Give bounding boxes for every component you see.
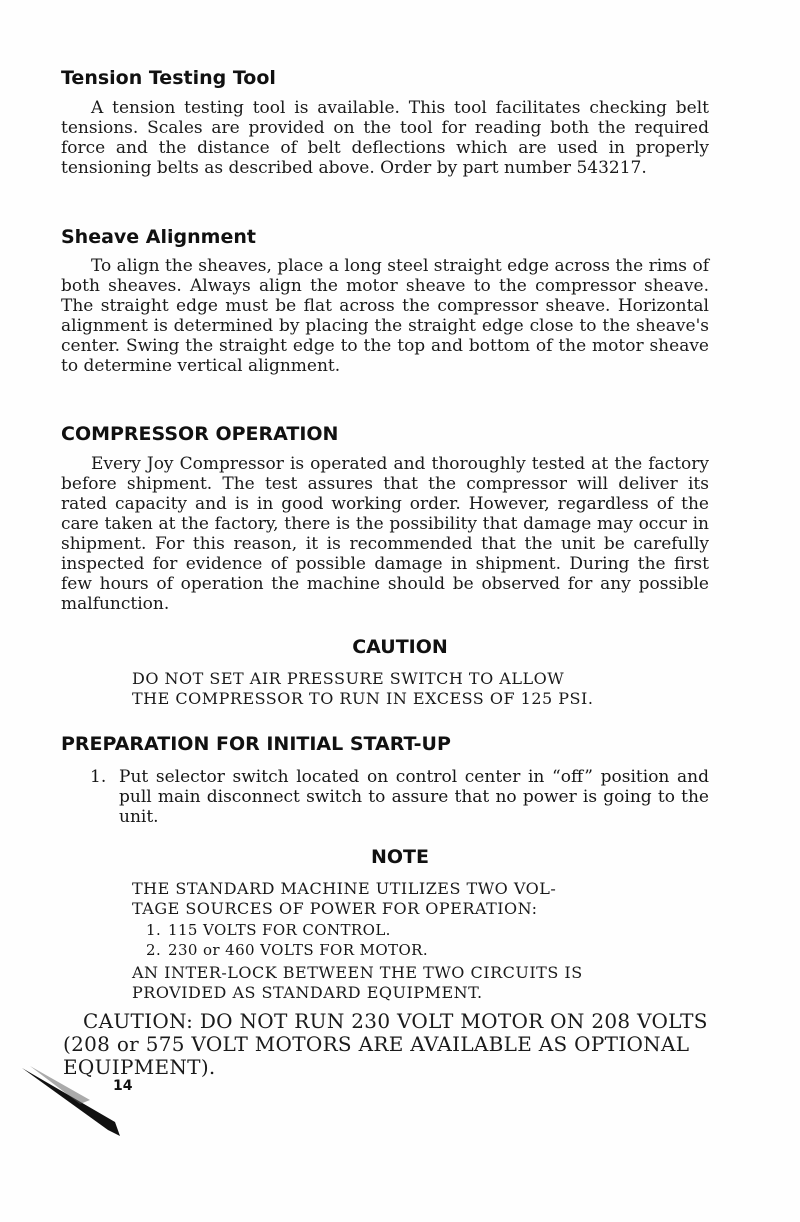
tension-tool-paragraph: A tension testing tool is available. This tool facilitates checking belt tensions. Scales are provided on the tool for reading both the required force and the distance of belt deflections which are used in properly tensioning belts as described above. Order by part number 543217. — [61, 98, 709, 178]
sheave-alignment-paragraph: To align the sheaves, place a long steel straight edge across the rims of both sheaves. Always align the motor sheave to the compressor sheave. The straight edge must be flat across the compressor sheave. Horizontal alignment is determined by placing the straight edge close to the sheave's center. Swing the straight edge to the top and bottom of the motor sheave to determine vertical alignment. — [61, 256, 709, 376]
note-heading: NOTE — [371, 846, 429, 868]
tension-tool-heading: Tension Testing Tool — [61, 67, 276, 89]
final-caution-line-1: CAUTION: DO NOT RUN 230 VOLT MOTOR ON 208 VOLTS — [83, 1009, 708, 1033]
caution-line-2: THE COMPRESSOR TO RUN IN EXCESS OF 125 PSI. — [132, 689, 594, 708]
compressor-operation-heading: COMPRESSOR OPERATION — [61, 423, 339, 445]
caution-line-1: DO NOT SET AIR PRESSURE SWITCH TO ALLOW — [132, 669, 565, 688]
sub-item-text: 230 or 460 VOLTS FOR MOTOR. — [168, 941, 429, 959]
sub-item-number: 1. — [146, 921, 162, 939]
compressor-operation-paragraph: Every Joy Compressor is operated and thoroughly tested at the factory before shipment. The test assures that the compressor will deliver its rated capacity and is in good working order. However, regardless of the care taken at the factory, there is the possibility that damage may occur in shipment. For this reason, it is recommended that the unit be carefully inspected for evidence of possible damage in shipment. During the first few hours of operation the machine should be observed for any possible malfunction. — [61, 454, 709, 614]
note-line-2: TAGE SOURCES OF POWER FOR OPERATION: — [132, 899, 538, 918]
final-caution — [63, 1010, 723, 1079]
note-sub-item-2 — [146, 940, 428, 960]
note-line-3: AN INTER-LOCK BETWEEN THE TWO CIRCUITS IS — [132, 963, 583, 982]
note-line-4: PROVIDED AS STANDARD EQUIPMENT. — [132, 983, 483, 1002]
sub-item-number: 2. — [146, 941, 162, 959]
caution-heading: CAUTION — [352, 636, 448, 658]
note-sub-item-1 — [146, 920, 391, 940]
sheave-alignment-heading: Sheave Alignment — [61, 226, 256, 248]
note-line-1: THE STANDARD MACHINE UTILIZES TWO VOL- — [132, 879, 557, 898]
preparation-heading: PREPARATION FOR INITIAL START-UP — [61, 733, 451, 755]
step-number: 1. — [90, 767, 107, 787]
step-text: Put selector switch located on control center in “off” position and pull main disconnect switch to assure that no power is going to the unit. — [119, 767, 709, 827]
page-number: 14 — [113, 1078, 133, 1094]
final-caution-line-2: (208 or 575 VOLT MOTORS ARE AVAILABLE AS OPTIONAL — [63, 1032, 690, 1056]
sub-item-text: 115 VOLTS FOR CONTROL. — [168, 921, 391, 939]
page-corner-mark-icon — [20, 1060, 140, 1140]
final-caution-line-3: EQUIPMENT). — [63, 1055, 216, 1079]
